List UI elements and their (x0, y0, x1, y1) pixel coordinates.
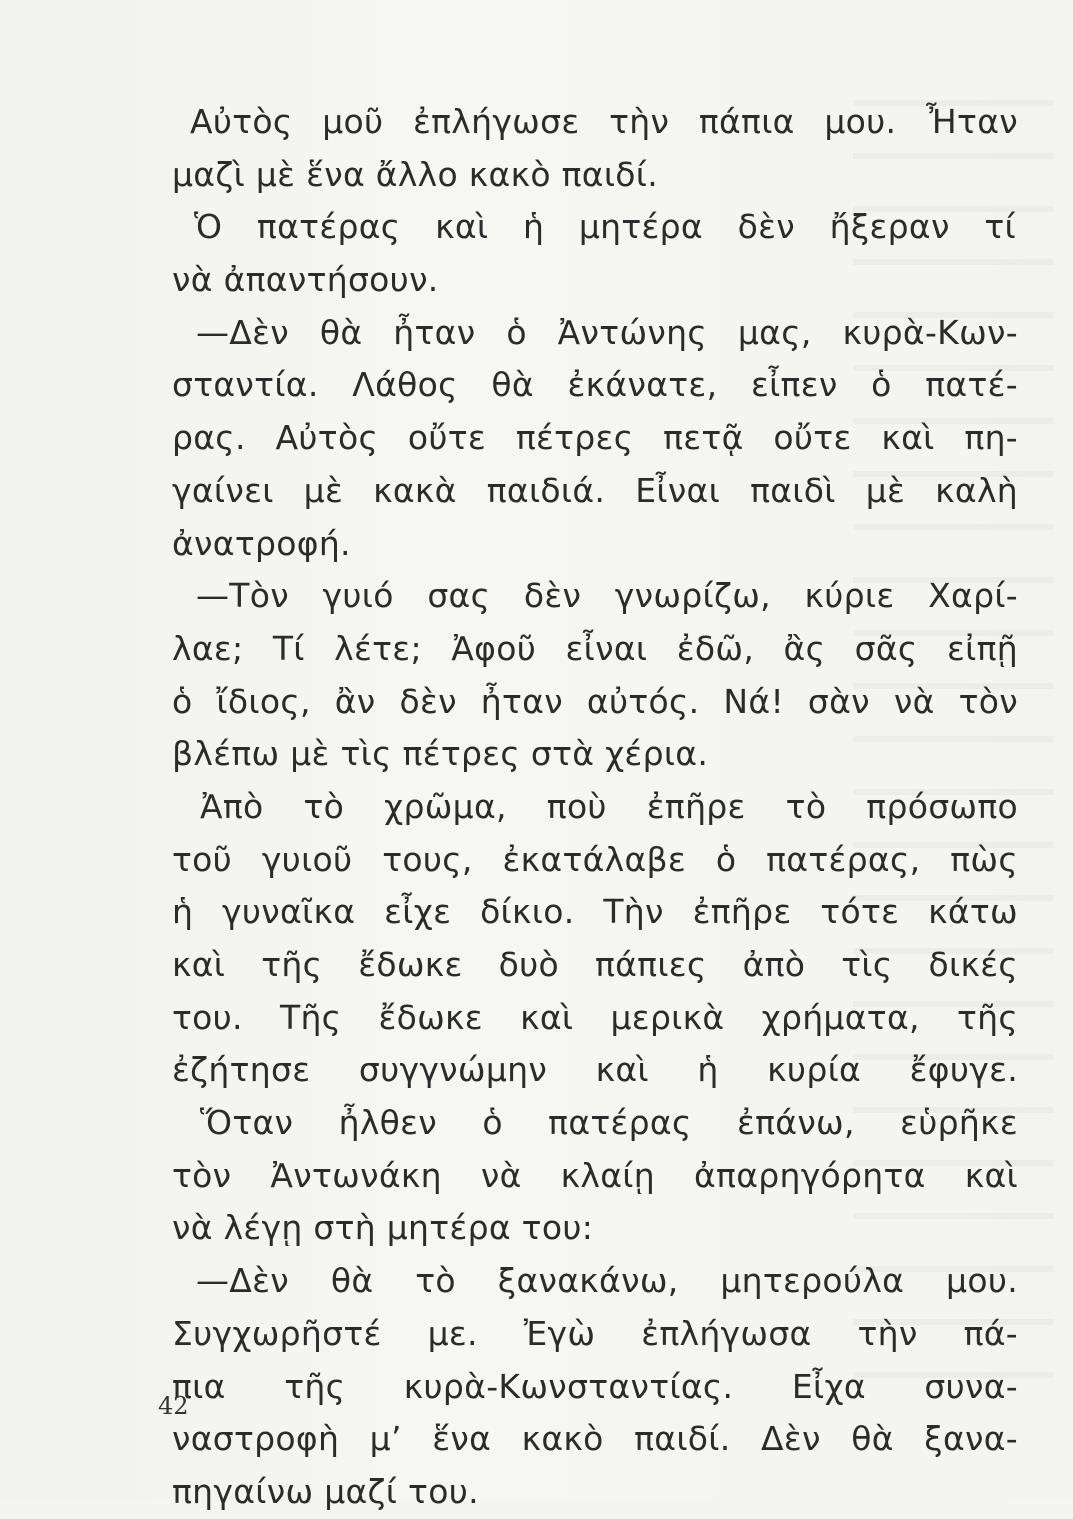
text-line: Ὁ πατέρας καὶ ἡ μητέρα δὲν ἤξεραν τί (194, 207, 1016, 247)
text-line: γαίνει μὲ κακὰ παιδιά. Εἶναι παιδὶ μὲ καλὴ (172, 470, 1018, 510)
text-line: πια τῆς κυρὰ-Κωνσταντίας. Εἶχα συνα- (172, 1366, 1018, 1406)
text-line: —Τὸν γυιό σας δὲν γνωρίζω, κύριε Χαρί- (196, 576, 1018, 616)
text-line: Αὐτὸς μοῦ ἐπλήγωσε τὴν πάπια μου. Ἦταν (190, 102, 1018, 141)
text-line: ρας. Αὐτὸς οὔτε πέτρες πετᾷ οὔτε καὶ πη- (172, 418, 1018, 458)
text-line: —Δὲν θὰ τὸ ξανακάνω, μητερούλα μου. (196, 1261, 1018, 1301)
text-line: Ὅταν ἦλθεν ὁ πατέρας ἐπάνω, εὑρῆκε (200, 1103, 1018, 1143)
text-line: ναστροφὴ μ’ ἕνα κακὸ παιδί. Δὲν θὰ ξανα- (172, 1419, 1018, 1459)
page-number: 42 (158, 1392, 189, 1420)
text-line: —Δὲν θὰ ἦταν ὁ Ἀντώνης μας, κυρὰ-Κων- (196, 312, 1018, 352)
text-line: μαζὶ μὲ ἕνα ἄλλο κακὸ παιδί. (172, 154, 659, 194)
text-line: του. Τῆς ἔδωκε καὶ μερικὰ χρήματα, τῆς (172, 997, 1018, 1037)
text-line: ἀνατροφή. (172, 523, 351, 563)
text-line: ὁ ἴδιος, ἂν δὲν ἦταν αὐτός. Νά! σὰν νὰ τὸν (172, 681, 1018, 721)
text-line: τοῦ γυιοῦ τους, ἐκατάλαβε ὁ πατέρας, πὼς (172, 839, 1018, 879)
text-line: λαε; Τί λέτε; Ἀφοῦ εἶναι ἐδῶ, ἂς σᾶς εἰπῇ (172, 628, 1018, 668)
text-line: ἡ γυναῖκα εἶχε δίκιο. Τὴν ἐπῆρε τότε κάτω (172, 892, 1018, 932)
text-line: νὰ λέγῃ στὴ μητέρα του: (172, 1208, 594, 1248)
text-line: Συγχωρῆστέ με. Ἐγὼ ἐπλήγωσα τὴν πά- (172, 1313, 1018, 1353)
text-line: πηγαίνω μαζί του. (172, 1471, 479, 1511)
page-body (172, 96, 1018, 1519)
text-line: σταντία. Λάθος θὰ ἐκάνατε, εἶπεν ὁ πατέ- (172, 365, 1018, 405)
text-line: Ἀπὸ τὸ χρῶμα, ποὺ ἐπῆρε τὸ πρόσωπο (200, 786, 1018, 826)
text-line: τὸν Ἀντωνάκη νὰ κλαίῃ ἀπαρηγόρητα καὶ (172, 1155, 1018, 1195)
text-line: βλέπω μὲ τὶς πέτρες στὰ χέρια. (172, 734, 709, 774)
text-line: καὶ τῆς ἔδωκε δυὸ πάπιες ἀπὸ τὶς δικές (172, 945, 1018, 984)
text-line: νὰ ἀπαντήσουν. (172, 260, 439, 300)
text-line: ἐζήτησε συγγνώμην καὶ ἡ κυρία ἔφυγε. (172, 1050, 1018, 1090)
